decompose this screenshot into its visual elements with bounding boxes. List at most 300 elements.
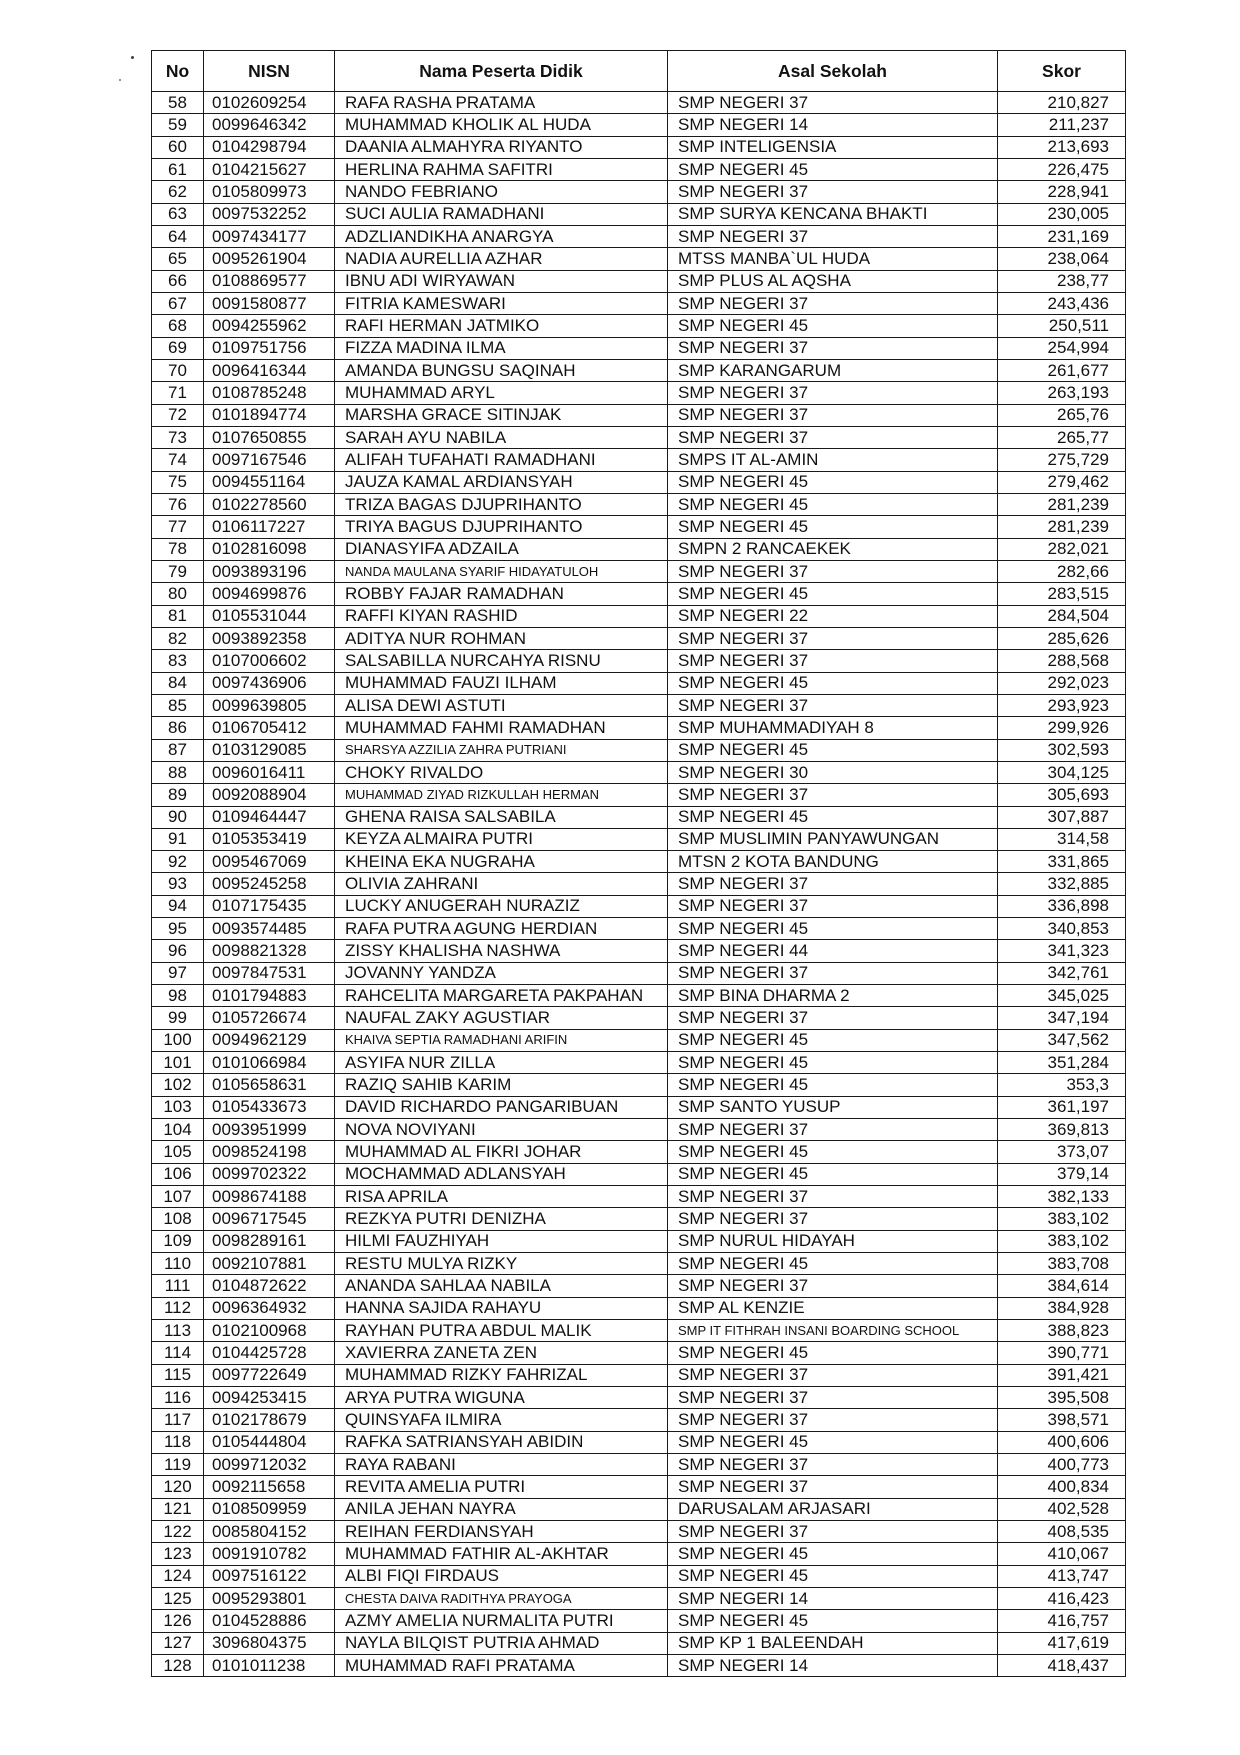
cell-nama: ALBI FIQI FIRDAUS bbox=[335, 1565, 668, 1587]
cell-nama: SARAH AYU NABILA bbox=[335, 426, 668, 448]
cell-nisn: 0096364932 bbox=[204, 1297, 335, 1319]
table-row bbox=[152, 1654, 1126, 1676]
cell-skor: 351,284 bbox=[998, 1052, 1126, 1074]
cell-nama: TRIZA BAGAS DJUPRIHANTO bbox=[335, 493, 668, 515]
cell-nisn: 0106705412 bbox=[204, 717, 335, 739]
column-header-asal-sekolah: Asal Sekolah bbox=[668, 51, 998, 92]
table-row bbox=[152, 717, 1126, 739]
cell-nama: ANANDA SAHLAA NABILA bbox=[335, 1275, 668, 1297]
cell-nama: MUHAMMAD FAHMI RAMADHAN bbox=[335, 717, 668, 739]
cell-nama: CHOKY RIVALDO bbox=[335, 761, 668, 783]
table-row bbox=[152, 1387, 1126, 1409]
table-row bbox=[152, 761, 1126, 783]
cell-no: 79 bbox=[152, 560, 204, 582]
cell-no: 124 bbox=[152, 1565, 204, 1587]
cell-nisn: 0085804152 bbox=[204, 1521, 335, 1543]
cell-asal-sekolah: DARUSALAM ARJASARI bbox=[668, 1498, 998, 1520]
cell-nisn: 0104872622 bbox=[204, 1275, 335, 1297]
cell-asal-sekolah: SMP NEGERI 37 bbox=[668, 404, 998, 426]
cell-asal-sekolah: SMP NEGERI 14 bbox=[668, 114, 998, 136]
cell-nama: SHARSYA AZZILIA ZAHRA PUTRIANI bbox=[335, 739, 668, 761]
cell-asal-sekolah: SMP NEGERI 45 bbox=[668, 158, 998, 180]
cell-skor: 416,423 bbox=[998, 1587, 1126, 1609]
cell-no: 106 bbox=[152, 1163, 204, 1185]
cell-nisn: 0108509959 bbox=[204, 1498, 335, 1520]
cell-asal-sekolah: SMP KARANGARUM bbox=[668, 359, 998, 381]
cell-nisn: 0098821328 bbox=[204, 940, 335, 962]
table-row bbox=[152, 426, 1126, 448]
cell-no: 98 bbox=[152, 985, 204, 1007]
cell-nisn: 0099712032 bbox=[204, 1454, 335, 1476]
cell-nama: IBNU ADI WIRYAWAN bbox=[335, 270, 668, 292]
table-row bbox=[152, 203, 1126, 225]
table-row bbox=[152, 605, 1126, 627]
table-row bbox=[152, 516, 1126, 538]
cell-skor: 384,928 bbox=[998, 1297, 1126, 1319]
cell-skor: 353,3 bbox=[998, 1074, 1126, 1096]
table-row bbox=[152, 1454, 1126, 1476]
cell-no: 73 bbox=[152, 426, 204, 448]
table-row bbox=[152, 1297, 1126, 1319]
cell-no: 108 bbox=[152, 1208, 204, 1230]
cell-no: 86 bbox=[152, 717, 204, 739]
cell-nama: NAUFAL ZAKY AGUSTIAR bbox=[335, 1007, 668, 1029]
cell-nisn: 0094253415 bbox=[204, 1387, 335, 1409]
cell-skor: 379,14 bbox=[998, 1163, 1126, 1185]
cell-asal-sekolah: SMP MUHAMMADIYAH 8 bbox=[668, 717, 998, 739]
cell-asal-sekolah: SMP NEGERI 37 bbox=[668, 225, 998, 247]
cell-no: 117 bbox=[152, 1409, 204, 1431]
cell-asal-sekolah: SMP NEGERI 45 bbox=[668, 806, 998, 828]
table-row bbox=[152, 1253, 1126, 1275]
cell-nama: MUHAMMAD ZIYAD RIZKULLAH HERMAN bbox=[335, 784, 668, 806]
table-row bbox=[152, 1007, 1126, 1029]
cell-asal-sekolah: SMP NEGERI 37 bbox=[668, 1208, 998, 1230]
cell-asal-sekolah: SMP NEGERI 45 bbox=[668, 1074, 998, 1096]
cell-skor: 391,421 bbox=[998, 1364, 1126, 1386]
cell-asal-sekolah: SMP KP 1 BALEENDAH bbox=[668, 1632, 998, 1654]
cell-skor: 265,77 bbox=[998, 426, 1126, 448]
cell-nama: ALIFAH TUFAHATI RAMADHANI bbox=[335, 449, 668, 471]
cell-asal-sekolah: SMP NEGERI 37 bbox=[668, 895, 998, 917]
cell-nama: ASYIFA NUR ZILLA bbox=[335, 1052, 668, 1074]
table-row bbox=[152, 873, 1126, 895]
cell-skor: 299,926 bbox=[998, 717, 1126, 739]
cell-asal-sekolah: SMP IT FITHRAH INSANI BOARDING SCHOOL bbox=[668, 1320, 998, 1342]
cell-no: 80 bbox=[152, 583, 204, 605]
cell-nisn: 0102609254 bbox=[204, 92, 335, 114]
cell-asal-sekolah: SMP NEGERI 45 bbox=[668, 1610, 998, 1632]
cell-nisn: 0108785248 bbox=[204, 382, 335, 404]
cell-skor: 383,708 bbox=[998, 1253, 1126, 1275]
cell-nama: RAYA RABANI bbox=[335, 1454, 668, 1476]
cell-asal-sekolah: SMPN 2 RANCAEKEK bbox=[668, 538, 998, 560]
cell-nama: FIZZA MADINA ILMA bbox=[335, 337, 668, 359]
scan-speck bbox=[119, 79, 121, 81]
cell-nisn: 0105658631 bbox=[204, 1074, 335, 1096]
column-header-skor: Skor bbox=[998, 51, 1126, 92]
cell-asal-sekolah: SMP SURYA KENCANA BHAKTI bbox=[668, 203, 998, 225]
cell-no: 85 bbox=[152, 694, 204, 716]
cell-skor: 342,761 bbox=[998, 962, 1126, 984]
cell-asal-sekolah: SMP NEGERI 37 bbox=[668, 1454, 998, 1476]
cell-nisn: 0097436906 bbox=[204, 672, 335, 694]
cell-skor: 307,887 bbox=[998, 806, 1126, 828]
cell-skor: 402,528 bbox=[998, 1498, 1126, 1520]
table-row bbox=[152, 315, 1126, 337]
cell-asal-sekolah: SMP AL KENZIE bbox=[668, 1297, 998, 1319]
table-row bbox=[152, 359, 1126, 381]
table-row bbox=[152, 806, 1126, 828]
cell-nama: AMANDA BUNGSU SAQINAH bbox=[335, 359, 668, 381]
cell-nama: MOCHAMMAD ADLANSYAH bbox=[335, 1163, 668, 1185]
cell-skor: 400,834 bbox=[998, 1476, 1126, 1498]
table-row bbox=[152, 1521, 1126, 1543]
cell-no: 67 bbox=[152, 292, 204, 314]
cell-nisn: 0105726674 bbox=[204, 1007, 335, 1029]
cell-skor: 341,323 bbox=[998, 940, 1126, 962]
cell-no: 88 bbox=[152, 761, 204, 783]
cell-skor: 361,197 bbox=[998, 1096, 1126, 1118]
cell-asal-sekolah: SMP NEGERI 30 bbox=[668, 761, 998, 783]
cell-nama: NANDO FEBRIANO bbox=[335, 181, 668, 203]
cell-nama: REIHAN FERDIANSYAH bbox=[335, 1521, 668, 1543]
cell-nisn: 0097847531 bbox=[204, 962, 335, 984]
cell-skor: 332,885 bbox=[998, 873, 1126, 895]
cell-skor: 400,606 bbox=[998, 1431, 1126, 1453]
cell-nama: ALISA DEWI ASTUTI bbox=[335, 694, 668, 716]
cell-nama: ARYA PUTRA WIGUNA bbox=[335, 1387, 668, 1409]
cell-no: 120 bbox=[152, 1476, 204, 1498]
cell-skor: 292,023 bbox=[998, 672, 1126, 694]
cell-asal-sekolah: SMP NEGERI 45 bbox=[668, 493, 998, 515]
cell-skor: 305,693 bbox=[998, 784, 1126, 806]
table-row bbox=[152, 114, 1126, 136]
cell-no: 115 bbox=[152, 1364, 204, 1386]
table-row bbox=[152, 1342, 1126, 1364]
table-row bbox=[152, 1052, 1126, 1074]
table-row bbox=[152, 1364, 1126, 1386]
cell-nama: HERLINA RAHMA SAFITRI bbox=[335, 158, 668, 180]
cell-nama: LUCKY ANUGERAH NURAZIZ bbox=[335, 895, 668, 917]
cell-no: 107 bbox=[152, 1186, 204, 1208]
cell-nisn: 0109751756 bbox=[204, 337, 335, 359]
cell-no: 112 bbox=[152, 1297, 204, 1319]
cell-no: 78 bbox=[152, 538, 204, 560]
table-row bbox=[152, 1587, 1126, 1609]
cell-asal-sekolah: SMP NEGERI 45 bbox=[668, 1052, 998, 1074]
cell-no: 87 bbox=[152, 739, 204, 761]
cell-no: 99 bbox=[152, 1007, 204, 1029]
cell-nisn: 0095261904 bbox=[204, 248, 335, 270]
cell-skor: 383,102 bbox=[998, 1208, 1126, 1230]
cell-asal-sekolah: SMP NEGERI 45 bbox=[668, 1342, 998, 1364]
cell-no: 66 bbox=[152, 270, 204, 292]
cell-no: 125 bbox=[152, 1587, 204, 1609]
table-row bbox=[152, 1632, 1126, 1654]
cell-no: 102 bbox=[152, 1074, 204, 1096]
cell-skor: 347,562 bbox=[998, 1029, 1126, 1051]
cell-nisn: 0107006602 bbox=[204, 650, 335, 672]
cell-skor: 210,827 bbox=[998, 92, 1126, 114]
cell-skor: 281,239 bbox=[998, 516, 1126, 538]
cell-skor: 384,614 bbox=[998, 1275, 1126, 1297]
cell-nama: QUINSYAFA ILMIRA bbox=[335, 1409, 668, 1431]
cell-no: 58 bbox=[152, 92, 204, 114]
table-row bbox=[152, 1476, 1126, 1498]
table-row bbox=[152, 493, 1126, 515]
cell-asal-sekolah: MTSS MANBA`UL HUDA bbox=[668, 248, 998, 270]
cell-nama: RAHCELITA MARGARETA PAKPAHAN bbox=[335, 985, 668, 1007]
cell-nisn: 0098524198 bbox=[204, 1141, 335, 1163]
cell-nisn: 0095293801 bbox=[204, 1587, 335, 1609]
ranking-table bbox=[151, 50, 1126, 1677]
cell-asal-sekolah: SMP NEGERI 37 bbox=[668, 1409, 998, 1431]
cell-nama: ADITYA NUR ROHMAN bbox=[335, 627, 668, 649]
cell-no: 70 bbox=[152, 359, 204, 381]
cell-no: 72 bbox=[152, 404, 204, 426]
table-row bbox=[152, 650, 1126, 672]
cell-nama: NOVA NOVIYANI bbox=[335, 1119, 668, 1141]
cell-no: 121 bbox=[152, 1498, 204, 1520]
table-row bbox=[152, 895, 1126, 917]
cell-nisn: 0097722649 bbox=[204, 1364, 335, 1386]
cell-nisn: 0104425728 bbox=[204, 1342, 335, 1364]
cell-nisn: 0094255962 bbox=[204, 315, 335, 337]
cell-no: 62 bbox=[152, 181, 204, 203]
cell-nama: RAYHAN PUTRA ABDUL MALIK bbox=[335, 1320, 668, 1342]
cell-skor: 226,475 bbox=[998, 158, 1126, 180]
cell-nisn: 0097532252 bbox=[204, 203, 335, 225]
cell-asal-sekolah: SMP NEGERI 45 bbox=[668, 918, 998, 940]
table-row bbox=[152, 1029, 1126, 1051]
cell-nisn: 0101794883 bbox=[204, 985, 335, 1007]
cell-no: 77 bbox=[152, 516, 204, 538]
cell-asal-sekolah: SMP NEGERI 45 bbox=[668, 315, 998, 337]
cell-nisn: 0097516122 bbox=[204, 1565, 335, 1587]
cell-nisn: 0102278560 bbox=[204, 493, 335, 515]
cell-skor: 388,823 bbox=[998, 1320, 1126, 1342]
cell-asal-sekolah: SMP NEGERI 37 bbox=[668, 1275, 998, 1297]
cell-asal-sekolah: SMP NEGERI 37 bbox=[668, 382, 998, 404]
cell-nisn: 0105433673 bbox=[204, 1096, 335, 1118]
table-row bbox=[152, 560, 1126, 582]
cell-skor: 417,619 bbox=[998, 1632, 1126, 1654]
table-row bbox=[152, 270, 1126, 292]
cell-skor: 314,58 bbox=[998, 828, 1126, 850]
cell-skor: 238,77 bbox=[998, 270, 1126, 292]
cell-nama: XAVIERRA ZANETA ZEN bbox=[335, 1342, 668, 1364]
cell-nama: RAFA PUTRA AGUNG HERDIAN bbox=[335, 918, 668, 940]
cell-nama: JOVANNY YANDZA bbox=[335, 962, 668, 984]
cell-nisn: 0094551164 bbox=[204, 471, 335, 493]
cell-no: 90 bbox=[152, 806, 204, 828]
cell-nisn: 0093951999 bbox=[204, 1119, 335, 1141]
cell-nisn: 0109464447 bbox=[204, 806, 335, 828]
cell-skor: 211,237 bbox=[998, 114, 1126, 136]
cell-asal-sekolah: SMP NURUL HIDAYAH bbox=[668, 1230, 998, 1252]
cell-asal-sekolah: SMP PLUS AL AQSHA bbox=[668, 270, 998, 292]
cell-nisn: 0095467069 bbox=[204, 851, 335, 873]
cell-no: 59 bbox=[152, 114, 204, 136]
cell-asal-sekolah: SMP NEGERI 44 bbox=[668, 940, 998, 962]
cell-nama: RAFKA SATRIANSYAH ABIDIN bbox=[335, 1431, 668, 1453]
cell-nisn: 0092115658 bbox=[204, 1476, 335, 1498]
cell-asal-sekolah: SMP MUSLIMIN PANYAWUNGAN bbox=[668, 828, 998, 850]
cell-nisn: 0102100968 bbox=[204, 1320, 335, 1342]
cell-asal-sekolah: SMP NEGERI 45 bbox=[668, 1163, 998, 1185]
table-row bbox=[152, 1431, 1126, 1453]
cell-skor: 400,773 bbox=[998, 1454, 1126, 1476]
table-row bbox=[152, 1119, 1126, 1141]
cell-no: 81 bbox=[152, 605, 204, 627]
cell-nama: MUHAMMAD KHOLIK AL HUDA bbox=[335, 114, 668, 136]
cell-nisn: 0092107881 bbox=[204, 1253, 335, 1275]
cell-no: 74 bbox=[152, 449, 204, 471]
cell-nisn: 0103129085 bbox=[204, 739, 335, 761]
cell-nama: CHESTA DAIVA RADITHYA PRAYOGA bbox=[335, 1587, 668, 1609]
cell-nisn: 0099702322 bbox=[204, 1163, 335, 1185]
table-row bbox=[152, 1186, 1126, 1208]
cell-skor: 281,239 bbox=[998, 493, 1126, 515]
cell-skor: 288,568 bbox=[998, 650, 1126, 672]
table-row bbox=[152, 382, 1126, 404]
table-row bbox=[152, 136, 1126, 158]
cell-skor: 398,571 bbox=[998, 1409, 1126, 1431]
cell-nisn: 0095245258 bbox=[204, 873, 335, 895]
cell-asal-sekolah: SMP NEGERI 37 bbox=[668, 92, 998, 114]
cell-asal-sekolah: SMP NEGERI 37 bbox=[668, 962, 998, 984]
cell-skor: 213,693 bbox=[998, 136, 1126, 158]
cell-nama: DAANIA ALMAHYRA RIYANTO bbox=[335, 136, 668, 158]
cell-asal-sekolah: SMP NEGERI 45 bbox=[668, 1029, 998, 1051]
cell-nisn: 0101011238 bbox=[204, 1654, 335, 1676]
cell-skor: 418,437 bbox=[998, 1654, 1126, 1676]
table-row bbox=[152, 158, 1126, 180]
cell-nisn: 0098674188 bbox=[204, 1186, 335, 1208]
cell-asal-sekolah: SMP NEGERI 45 bbox=[668, 672, 998, 694]
cell-no: 105 bbox=[152, 1141, 204, 1163]
cell-no: 110 bbox=[152, 1253, 204, 1275]
cell-no: 63 bbox=[152, 203, 204, 225]
table-row bbox=[152, 1230, 1126, 1252]
cell-nisn: 0091580877 bbox=[204, 292, 335, 314]
cell-asal-sekolah: SMP NEGERI 37 bbox=[668, 1476, 998, 1498]
table-row bbox=[152, 181, 1126, 203]
table-row bbox=[152, 471, 1126, 493]
cell-asal-sekolah: SMP NEGERI 37 bbox=[668, 1364, 998, 1386]
cell-nama: KHAIVA SEPTIA RAMADHANI ARIFIN bbox=[335, 1029, 668, 1051]
cell-nama: ZISSY KHALISHA NASHWA bbox=[335, 940, 668, 962]
cell-asal-sekolah: SMP NEGERI 37 bbox=[668, 627, 998, 649]
cell-no: 122 bbox=[152, 1521, 204, 1543]
cell-skor: 369,813 bbox=[998, 1119, 1126, 1141]
cell-nama: RAFFI KIYAN RASHID bbox=[335, 605, 668, 627]
table-row bbox=[152, 583, 1126, 605]
cell-no: 82 bbox=[152, 627, 204, 649]
cell-no: 93 bbox=[152, 873, 204, 895]
cell-asal-sekolah: MTSN 2 KOTA BANDUNG bbox=[668, 851, 998, 873]
cell-nama: NAYLA BILQIST PUTRIA AHMAD bbox=[335, 1632, 668, 1654]
cell-nisn: 0093892358 bbox=[204, 627, 335, 649]
table-row bbox=[152, 962, 1126, 984]
cell-no: 89 bbox=[152, 784, 204, 806]
cell-nama: TRIYA BAGUS DJUPRIHANTO bbox=[335, 516, 668, 538]
cell-nama: RAZIQ SAHIB KARIM bbox=[335, 1074, 668, 1096]
table-row bbox=[152, 918, 1126, 940]
cell-nama: FITRIA KAMESWARI bbox=[335, 292, 668, 314]
cell-asal-sekolah: SMP NEGERI 45 bbox=[668, 1253, 998, 1275]
cell-no: 128 bbox=[152, 1654, 204, 1676]
table-row bbox=[152, 292, 1126, 314]
cell-nisn: 0093893196 bbox=[204, 560, 335, 582]
cell-skor: 279,462 bbox=[998, 471, 1126, 493]
cell-no: 127 bbox=[152, 1632, 204, 1654]
cell-nisn: 0097167546 bbox=[204, 449, 335, 471]
table-row bbox=[152, 1163, 1126, 1185]
column-header-nama: Nama Peserta Didik bbox=[335, 51, 668, 92]
cell-nama: ANILA JEHAN NAYRA bbox=[335, 1498, 668, 1520]
cell-no: 69 bbox=[152, 337, 204, 359]
cell-asal-sekolah: SMP NEGERI 14 bbox=[668, 1587, 998, 1609]
cell-no: 60 bbox=[152, 136, 204, 158]
cell-nisn: 0102178679 bbox=[204, 1409, 335, 1431]
cell-nama: REZKYA PUTRI DENIZHA bbox=[335, 1208, 668, 1230]
cell-skor: 285,626 bbox=[998, 627, 1126, 649]
cell-skor: 283,515 bbox=[998, 583, 1126, 605]
table-row bbox=[152, 1498, 1126, 1520]
cell-skor: 413,747 bbox=[998, 1565, 1126, 1587]
cell-nama: JAUZA KAMAL ARDIANSYAH bbox=[335, 471, 668, 493]
cell-asal-sekolah: SMP NEGERI 37 bbox=[668, 560, 998, 582]
cell-skor: 231,169 bbox=[998, 225, 1126, 247]
cell-nisn: 0104528886 bbox=[204, 1610, 335, 1632]
cell-nama: KEYZA ALMAIRA PUTRI bbox=[335, 828, 668, 850]
table-row bbox=[152, 851, 1126, 873]
cell-nama: SALSABILLA NURCAHYA RISNU bbox=[335, 650, 668, 672]
cell-no: 96 bbox=[152, 940, 204, 962]
cell-skor: 416,757 bbox=[998, 1610, 1126, 1632]
cell-asal-sekolah: SMP NEGERI 45 bbox=[668, 1141, 998, 1163]
cell-nisn: 0096717545 bbox=[204, 1208, 335, 1230]
table-row bbox=[152, 1275, 1126, 1297]
cell-skor: 282,021 bbox=[998, 538, 1126, 560]
cell-skor: 293,923 bbox=[998, 694, 1126, 716]
column-header-nisn: NISN bbox=[204, 51, 335, 92]
cell-nisn: 0104298794 bbox=[204, 136, 335, 158]
table-row bbox=[152, 404, 1126, 426]
cell-nama: NANDA MAULANA SYARIF HIDAYATULOH bbox=[335, 560, 668, 582]
cell-skor: 261,677 bbox=[998, 359, 1126, 381]
cell-nama: MARSHA GRACE SITINJAK bbox=[335, 404, 668, 426]
cell-nisn: 0105531044 bbox=[204, 605, 335, 627]
cell-nisn: 0099639805 bbox=[204, 694, 335, 716]
table-row bbox=[152, 248, 1126, 270]
cell-no: 104 bbox=[152, 1119, 204, 1141]
cell-asal-sekolah: SMP BINA DHARMA 2 bbox=[668, 985, 998, 1007]
table-row bbox=[152, 672, 1126, 694]
cell-no: 119 bbox=[152, 1454, 204, 1476]
table-row bbox=[152, 694, 1126, 716]
cell-nisn: 0105353419 bbox=[204, 828, 335, 850]
cell-nisn: 3096804375 bbox=[204, 1632, 335, 1654]
cell-skor: 282,66 bbox=[998, 560, 1126, 582]
table-row bbox=[152, 940, 1126, 962]
cell-nama: ROBBY FAJAR RAMADHAN bbox=[335, 583, 668, 605]
cell-no: 83 bbox=[152, 650, 204, 672]
cell-nisn: 0107650855 bbox=[204, 426, 335, 448]
cell-no: 111 bbox=[152, 1275, 204, 1297]
